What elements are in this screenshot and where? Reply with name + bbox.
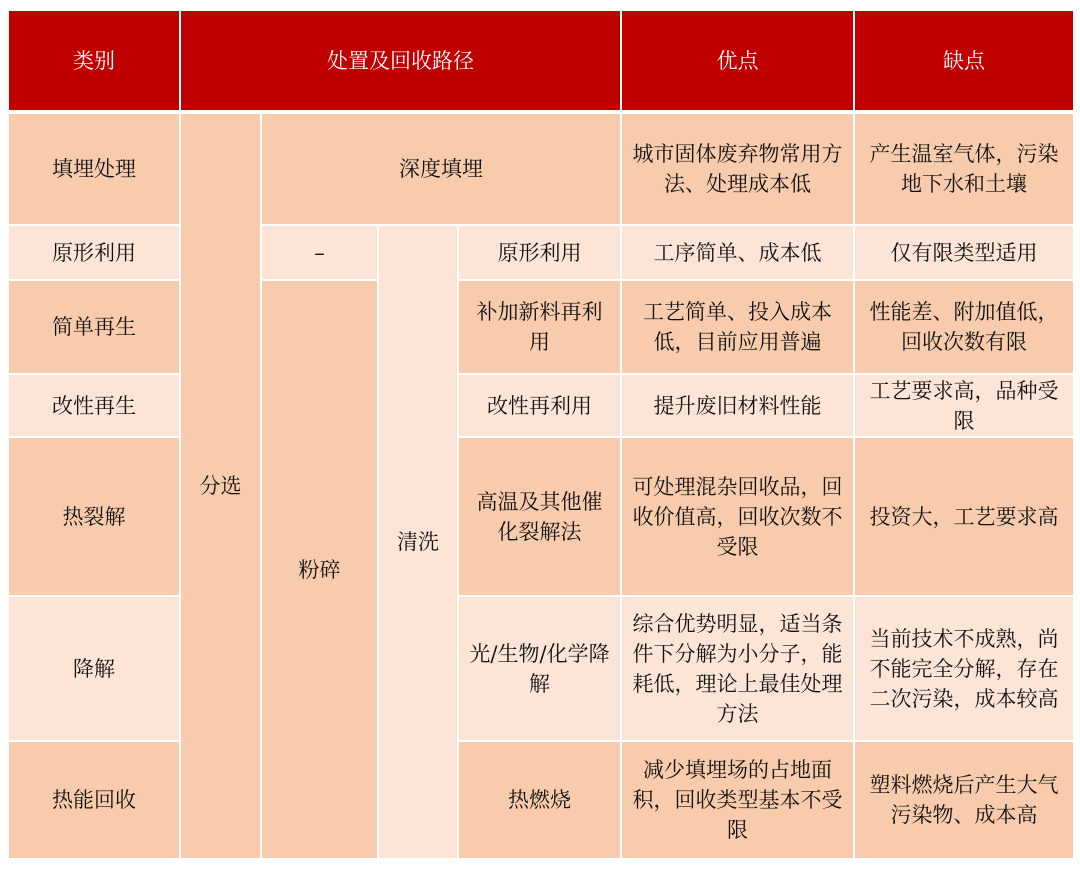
category-cell: 改性再生 xyxy=(8,374,180,437)
header-cons: 缺点 xyxy=(854,10,1074,112)
pros-cell: 工艺简单、投入成本低，目前应用普遍 xyxy=(621,280,854,374)
method-cell: 原形利用 xyxy=(458,225,621,280)
pros-cell: 工序简单、成本低 xyxy=(621,225,854,280)
method-cell: 改性再利用 xyxy=(458,374,621,437)
category-cell: 填埋处理 xyxy=(8,112,180,225)
pros-cell: 可处理混杂回收品，回收价值高，回收次数不受限 xyxy=(621,437,854,596)
cons-cell: 工艺要求高，品种受限 xyxy=(854,374,1074,437)
cons-cell: 投资大，工艺要求高 xyxy=(854,437,1074,596)
table-row xyxy=(8,280,1074,374)
cons-cell: 性能差、附加值低，回收次数有限 xyxy=(854,280,1074,374)
method-cell: 光/生物/化学降解 xyxy=(458,596,621,741)
category-cell: 简单再生 xyxy=(8,280,180,374)
sorting-cell: 分选 xyxy=(180,112,261,859)
deep-landfill-cell: 深度填埋 xyxy=(261,112,621,225)
cons-cell: 产生温室气体，污染地下水和土壤 xyxy=(854,112,1074,225)
pros-cell: 提升废旧材料性能 xyxy=(621,374,854,437)
table-row xyxy=(8,596,1074,741)
header-row xyxy=(8,10,1074,112)
category-cell: 热裂解 xyxy=(8,437,180,596)
table-row xyxy=(8,112,1074,225)
table-row xyxy=(8,374,1074,437)
recycling-comparison-table xyxy=(7,9,1075,860)
header-pros: 优点 xyxy=(621,10,854,112)
category-cell: 降解 xyxy=(8,596,180,741)
header-category: 类别 xyxy=(8,10,180,112)
method-cell: 补加新料再利用 xyxy=(458,280,621,374)
table-row xyxy=(8,741,1074,859)
method-cell: 热燃烧 xyxy=(458,741,621,859)
cons-cell: 塑料燃烧后产生大气污染物、成本高 xyxy=(854,741,1074,859)
washing-cell: 清洗 xyxy=(378,225,458,859)
pros-cell: 减少填埋场的占地面积，回收类型基本不受限 xyxy=(621,741,854,859)
method-cell: 高温及其他催化裂解法 xyxy=(458,437,621,596)
pros-cell: 综合优势明显，适当条件下分解为小分子，能耗低，理论上最佳处理方法 xyxy=(621,596,854,741)
crushing-cell: 粉碎 xyxy=(261,280,378,859)
header-path: 处置及回收路径 xyxy=(180,10,621,112)
table-row xyxy=(8,225,1074,280)
cons-cell: 仅有限类型适用 xyxy=(854,225,1074,280)
cons-cell: 当前技术不成熟，尚不能完全分解，存在二次污染，成本较高 xyxy=(854,596,1074,741)
table-row xyxy=(8,437,1074,596)
category-cell: 原形利用 xyxy=(8,225,180,280)
pros-cell: 城市固体废弃物常用方法、处理成本低 xyxy=(621,112,854,225)
category-cell: 热能回收 xyxy=(8,741,180,859)
dash-cell: – xyxy=(261,225,378,280)
